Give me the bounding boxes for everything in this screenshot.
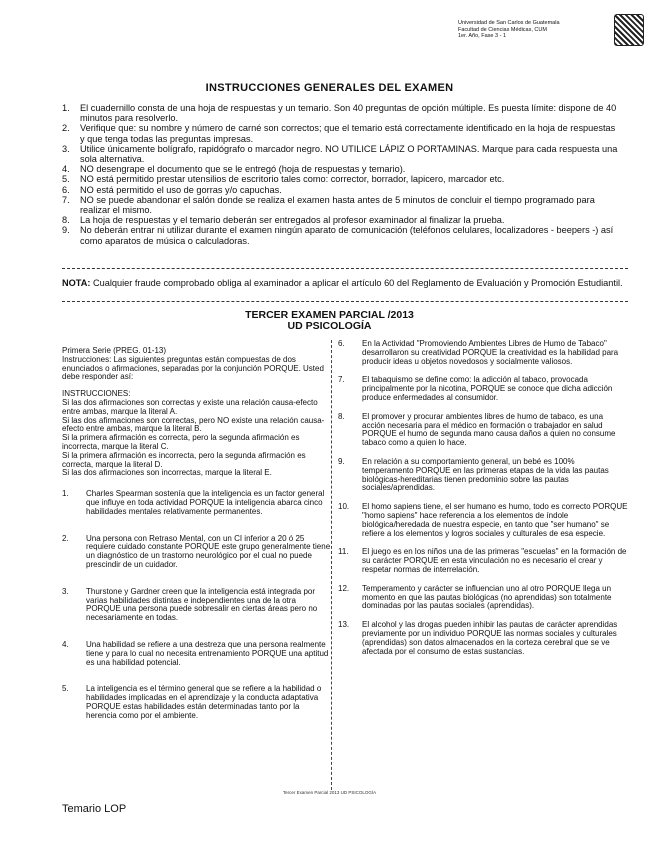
question	[62, 588, 332, 623]
question-number: 6.	[338, 339, 345, 348]
exam-subtitle: UD PSICOLOGÍA	[287, 320, 372, 332]
instruction-text: NO está permitido prestar utensilios de escritorio tales como: corrector, borrador, lapicero, marcador etc.	[80, 174, 505, 185]
instruction-item	[62, 174, 622, 184]
instruction-item	[62, 164, 622, 174]
instruction-item	[62, 144, 622, 164]
question-number: 12.	[338, 583, 350, 593]
rule-a: Si las dos afirmaciones son correctas y existe una relación causa-efecto entre ambas, marque la literal A.	[62, 397, 318, 416]
question	[338, 458, 628, 493]
instruction-text: La hoja de respuestas y el temario deberán ser entregados al profesor examinador al finalizar la prueba.	[80, 215, 505, 226]
question-text: El homo sapiens tiene, el ser humano es humo, todo es correcto PORQUE "homo sapiens" hace referencia a los elementos de índole biológica/heredada de nuestra especie, en tanto que "ser humano" se refiere a los elementos y logros sociales y culturales de esa especie.	[362, 502, 628, 538]
nota-text: Cualquier fraude comprobado obliga al examinador a aplicar el artículo 60 del Reglamento de Evaluación y Promoción Estudiantil.	[92, 278, 623, 288]
instruction-number: 5.	[62, 174, 70, 185]
divider	[62, 268, 628, 269]
question-number: 8.	[338, 411, 345, 421]
question	[62, 685, 332, 720]
question-text: En relación a su comportamiento general, un bebé es 100% temperamento PORQUE en las primeras etapas de la vida las pautas biológicas-hereditarias tienen predominio sobre las pautas sociales/aprendidas.	[362, 456, 609, 493]
university-seal-icon	[614, 14, 644, 46]
question-number: 4.	[62, 639, 69, 649]
question	[338, 585, 628, 611]
institution-line-3: 1er. Año, Fase 3 - 1	[458, 33, 507, 39]
question	[338, 340, 628, 366]
right-column	[338, 340, 628, 666]
exam-title-block	[0, 310, 659, 332]
instruction-text: Utilice únicamente bolígrafo, rapidógrafo o marcador negro. NO UTILICE LÁPIZ O PORTAMINAS. Marque para cada respuesta una sola alternativa.	[80, 143, 618, 165]
instruction-text: NO está permitido el uso de gorras y/o capuchas.	[80, 184, 282, 195]
question-text: Una habilidad se refiere a una destreza que una persona realmente tiene y para lo cual no necesita entrenamiento PORQUE una aptitud es una habilidad potencial.	[86, 639, 329, 667]
instruction-item	[62, 103, 622, 123]
instruction-number: 7.	[62, 194, 70, 205]
left-column	[62, 347, 332, 731]
question-number: 5.	[62, 684, 69, 694]
instruction-text: NO se puede abandonar el salón donde se realiza el examen hasta antes de 5 minutos de concluir el tiempo programado para realizar el mismo.	[80, 194, 595, 216]
instruction-number: 1.	[62, 103, 70, 113]
question-text: En la Actividad "Promoviendo Ambientes Libres de Humo de Tabaco" desarrollaron su creatividad PORQUE la creatividad es la habilidad para producir ideas u objetos novedosos y socialmente valiosos.	[362, 339, 619, 366]
question	[338, 503, 628, 538]
rule-c: Si la primera afirmación es correcta, pero la segunda afirmación es incorrecta, marque la literal C.	[62, 433, 300, 451]
question-text: La inteligencia es el término general que se refiere a la habilidad o habilidades implicadas en el aprendizaje y la conducta adaptativa PORQUE estas habilidades están determinadas tanto por la herencia como por el ambiente.	[86, 684, 322, 720]
question	[62, 490, 332, 516]
instruction-number: 2.	[62, 123, 70, 134]
rule-e: Si las dos afirmaciones son incorrectas, marque la literal E.	[62, 468, 272, 478]
instruction-number: 9.	[62, 225, 70, 236]
divider	[62, 301, 628, 302]
question-text: El alcohol y las drogas pueden inhibir las pautas de carácter aprendidas previamente por un individuo PORQUE las normas sociales y culturales (aprendidas) son datos almacenados en la corteza cerebral que se ve afectada por el consumo de estas sustancias.	[362, 620, 618, 656]
question-number: 11.	[338, 547, 349, 557]
question	[338, 376, 628, 402]
institution-header	[458, 20, 608, 40]
nota	[62, 278, 628, 288]
rule-b: Si las dos afirmaciones son correctas, pero NO existe una relación causa-efecto entre ambas, marque la literal B.	[62, 415, 325, 434]
instruction-item	[62, 215, 622, 225]
question-text: Thurstone y Gardner creen que la inteligencia está integrada por varias habilidades distintas e independientes una de la otra PORQUE una persona puede sobresalir en ciertas áreas pero no necesariamente en todas.	[86, 586, 318, 623]
nota-label: NOTA:	[62, 278, 91, 288]
question-number: 13.	[338, 620, 350, 630]
question-text: Charles Spearman sostenía que la inteligencia es un factor general que influye en toda actividad PORQUE la inteligencia abarca cinco habilidades mentales relativamente permanentes.	[86, 489, 325, 516]
instruction-text: El cuadernillo consta de una hoja de respuestas y un temario. Son 40 preguntas de opción múltiple. Es puesta límite: dispone de 40 minutos para resolverlo.	[80, 103, 617, 124]
question-number: 3.	[62, 586, 69, 596]
rule-d: Si la primera afirmación es incorrecta, pero la segunda afirmación es correcta, marque la literal D.	[62, 450, 306, 469]
instruction-text: Verifique que: su nombre y número de carné son correctos; que el temario está correctamente identificado en la hoja de respuestas y que tenga todas las preguntas impresas.	[80, 123, 616, 144]
question	[62, 641, 332, 667]
question	[62, 535, 332, 570]
question-text: El tabaquismo se define como: la adicción al tabaco, provocada principalmente por la nicotina, PORQUE se conoce que dicha adicción produce enfermedades al consumidor.	[362, 375, 613, 402]
instruction-number: 3.	[62, 143, 70, 154]
question	[338, 548, 628, 574]
serie-label: Primera Serie (PREG. 01-13)	[62, 346, 167, 355]
question-number: 10.	[338, 502, 350, 512]
page-title: INSTRUCCIONES GENERALES DEL EXAMEN	[205, 82, 454, 94]
question-number: 9.	[338, 456, 345, 466]
temario-label: Temario LOP	[62, 803, 127, 815]
instruction-number: 8.	[62, 215, 70, 226]
institution-line-2: Facultad de Ciencias Médicas, CUM	[458, 26, 547, 33]
instruction-item	[62, 225, 622, 245]
instruction-item	[62, 185, 622, 195]
question	[338, 621, 628, 656]
question-number: 7.	[338, 375, 345, 385]
question-text: Temperamento y carácter se influencian uno al otro PORQUE llega un momento en que las pautas biológicas (no aprendidas) son totalmente dominadas por las pautas sociales (aprendidas).	[362, 583, 612, 611]
question-text: Una persona con Retraso Mental, con un CI inferior a 20 ó 25 requiere cuidado constante PORQUE este grupo generalmente tiene un diagnóstico de un trastorno neurológico por el cual no puede prescindir de un cuidador.	[86, 533, 331, 569]
serie-instructions: Instrucciones: Las siguientes preguntas están compuestas de dos enunciados o afirmaciones, separadas por la conjunción PORQUE. Usted debe responder así:	[62, 354, 324, 382]
instruction-number: 6.	[62, 184, 70, 195]
question-number: 1.	[62, 489, 69, 499]
question-number: 2.	[62, 533, 69, 543]
instruction-text: No deberán entrar ni utilizar durante el examen ningún aparato de comunicación (teléfonos celulares, localizadores - beepers -) así como aparatos de música o calculadoras.	[80, 225, 614, 246]
question-text: El promover y procurar ambientes libres de humo de tabaco, es una acción necesaria para el médico en formación o trabajador en salud PORQUE el humo de segunda mano causa daños a quien no consume tabaco como a quien lo hace.	[362, 411, 616, 448]
exam-title: TERCER EXAMEN PARCIAL /2013	[245, 309, 414, 321]
instructions-heading: INSTRUCCIONES:	[62, 389, 131, 399]
instruction-text: NO desengrape el documento que se le entregó (hoja de respuestas y temario).	[80, 164, 406, 175]
institution-line-1: Universidad de San Carlos de Guatemala	[458, 20, 560, 26]
question	[338, 413, 628, 448]
instruction-number: 4.	[62, 164, 70, 175]
general-instructions-list	[62, 103, 622, 246]
footer-caption: Tercer Examen Parcial 2013 UD PSICOLOGÍA	[282, 790, 377, 795]
instruction-item	[62, 123, 622, 143]
question-text: El juego es en los niños una de las primeras "escuelas" en la formación de su carácter PORQUE en esta vinculación no es necesario el crear y respetar normas de interrelación.	[362, 547, 627, 574]
instruction-item	[62, 195, 622, 215]
